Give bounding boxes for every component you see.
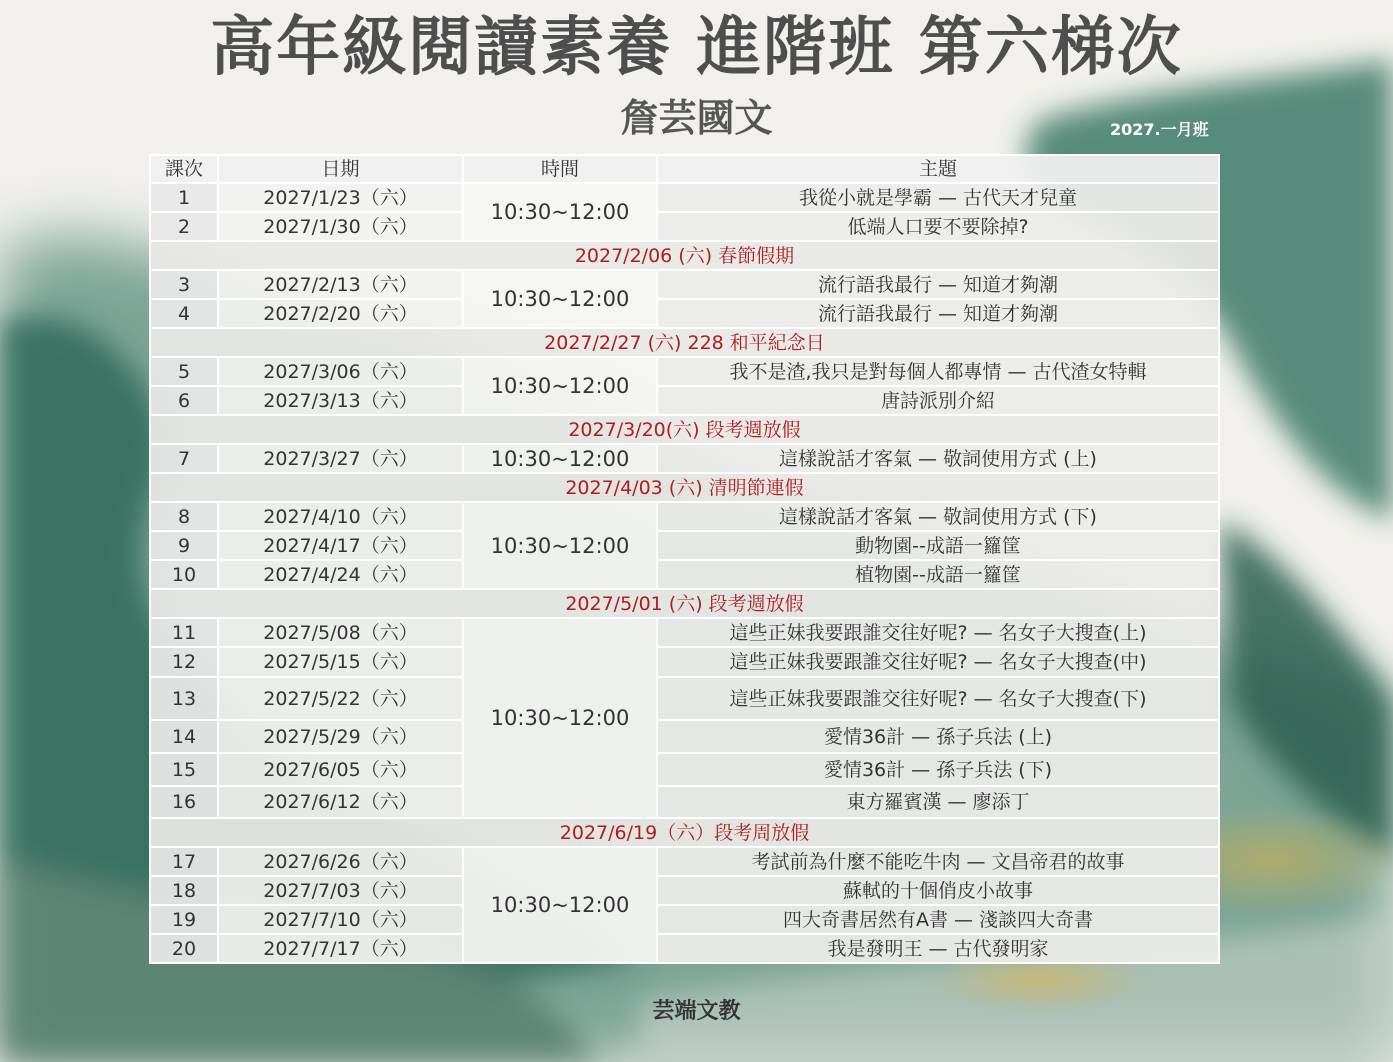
holiday-row — [150, 818, 1219, 847]
lesson-number: 1 — [150, 183, 218, 212]
lesson-date: 2027/1/30（六） — [218, 212, 463, 241]
holiday-row — [150, 473, 1219, 502]
lesson-topic: 流行語我最行 — 知道才夠潮 — [657, 299, 1219, 328]
lesson-row — [150, 720, 1219, 753]
lesson-row — [150, 212, 1219, 241]
lesson-date: 2027/2/20（六） — [218, 299, 463, 328]
lesson-row — [150, 847, 1219, 876]
lesson-date: 2027/2/13（六） — [218, 270, 463, 299]
lesson-number: 17 — [150, 847, 218, 876]
lesson-date: 2027/5/22（六） — [218, 677, 463, 720]
lesson-number: 7 — [150, 444, 218, 473]
lesson-topic: 這樣說話才客氣 — 敬詞使用方式 (下) — [657, 502, 1219, 531]
lesson-row — [150, 786, 1219, 818]
lesson-date: 2027/6/12（六） — [218, 786, 463, 818]
lesson-number: 14 — [150, 720, 218, 753]
header-lesson-number: 課次 — [150, 155, 218, 183]
lesson-number: 20 — [150, 934, 218, 963]
lesson-topic: 低端人口要不要除掉? — [657, 212, 1219, 241]
lesson-date: 2027/3/06（六） — [218, 357, 463, 386]
lesson-date: 2027/5/29（六） — [218, 720, 463, 753]
lesson-row — [150, 531, 1219, 560]
lesson-topic: 流行語我最行 — 知道才夠潮 — [657, 270, 1219, 299]
lesson-number: 3 — [150, 270, 218, 299]
lesson-number: 6 — [150, 386, 218, 415]
header-topic: 主題 — [657, 155, 1219, 183]
lesson-number: 16 — [150, 786, 218, 818]
lesson-topic: 愛情36計 — 孫子兵法 (上) — [657, 720, 1219, 753]
lesson-time: 10:30~12:00 — [463, 618, 657, 818]
lesson-row — [150, 560, 1219, 589]
lesson-number: 4 — [150, 299, 218, 328]
lesson-number: 11 — [150, 618, 218, 647]
schedule-table — [149, 154, 1220, 964]
lesson-date: 2027/7/10（六） — [218, 905, 463, 934]
lesson-row — [150, 618, 1219, 647]
lesson-time: 10:30~12:00 — [463, 183, 657, 241]
lesson-topic: 植物園--成語一籮筐 — [657, 560, 1219, 589]
lesson-row — [150, 386, 1219, 415]
session-label: 2027.一月班 — [1110, 120, 1209, 139]
lesson-number: 15 — [150, 753, 218, 786]
lesson-time: 10:30~12:00 — [463, 847, 657, 963]
lesson-row — [150, 647, 1219, 677]
lesson-number: 5 — [150, 357, 218, 386]
lesson-row — [150, 876, 1219, 905]
holiday-notice: 2027/2/06 (六) 春節假期 — [150, 241, 1219, 270]
lesson-date: 2027/6/05（六） — [218, 753, 463, 786]
lesson-date: 2027/4/10（六） — [218, 502, 463, 531]
lesson-topic: 東方羅賓漢 — 廖添丁 — [657, 786, 1219, 818]
lesson-number: 2 — [150, 212, 218, 241]
footer-brand: 芸端文教 — [652, 998, 741, 1024]
holiday-notice: 2027/5/01 (六) 段考週放假 — [150, 589, 1219, 618]
lesson-row — [150, 183, 1219, 212]
lesson-topic: 蘇軾的十個俏皮小故事 — [657, 876, 1219, 905]
lesson-number: 10 — [150, 560, 218, 589]
lesson-time: 10:30~12:00 — [463, 444, 657, 473]
lesson-date: 2027/1/23（六） — [218, 183, 463, 212]
lesson-row — [150, 357, 1219, 386]
lesson-topic: 這樣說話才客氣 — 敬詞使用方式 (上) — [657, 444, 1219, 473]
lesson-topic: 愛情36計 — 孫子兵法 (下) — [657, 753, 1219, 786]
table-header-row — [150, 155, 1219, 183]
lesson-topic: 這些正妹我要跟誰交往好呢? — 名女子大搜查(中) — [657, 647, 1219, 677]
lesson-row — [150, 677, 1219, 720]
lesson-row — [150, 905, 1219, 934]
lesson-topic: 這些正妹我要跟誰交往好呢? — 名女子大搜查(上) — [657, 618, 1219, 647]
holiday-notice: 2027/6/19（六）段考周放假 — [150, 818, 1219, 847]
header-date: 日期 — [218, 155, 463, 183]
lesson-topic: 唐詩派別介紹 — [657, 386, 1219, 415]
lesson-date: 2027/4/17（六） — [218, 531, 463, 560]
holiday-row — [150, 328, 1219, 357]
lesson-number: 13 — [150, 677, 218, 720]
holiday-row — [150, 415, 1219, 444]
lesson-topic: 動物園--成語一籮筐 — [657, 531, 1219, 560]
lesson-number: 9 — [150, 531, 218, 560]
holiday-notice: 2027/4/03 (六) 清明節連假 — [150, 473, 1219, 502]
lesson-row — [150, 753, 1219, 786]
lesson-topic: 考試前為什麼不能吃牛肉 — 文昌帝君的故事 — [657, 847, 1219, 876]
lesson-date: 2027/5/08（六） — [218, 618, 463, 647]
lesson-date: 2027/3/27（六） — [218, 444, 463, 473]
lesson-topic: 四大奇書居然有A書 — 淺談四大奇書 — [657, 905, 1219, 934]
lesson-time: 10:30~12:00 — [463, 357, 657, 415]
holiday-row — [150, 241, 1219, 270]
lesson-topic: 我不是渣,我只是對每個人都專情 — 古代渣女特輯 — [657, 357, 1219, 386]
holiday-notice: 2027/2/27 (六) 228 和平紀念日 — [150, 328, 1219, 357]
lesson-row — [150, 270, 1219, 299]
lesson-row — [150, 299, 1219, 328]
lesson-row — [150, 444, 1219, 473]
lesson-time: 10:30~12:00 — [463, 502, 657, 589]
lesson-topic: 這些正妹我要跟誰交往好呢? — 名女子大搜查(下) — [657, 677, 1219, 720]
header-time: 時間 — [463, 155, 657, 183]
lesson-date: 2027/5/15（六） — [218, 647, 463, 677]
lesson-topic: 我從小就是學霸 — 古代天才兒童 — [657, 183, 1219, 212]
lesson-row — [150, 934, 1219, 963]
lesson-date: 2027/6/26（六） — [218, 847, 463, 876]
lesson-number: 18 — [150, 876, 218, 905]
lesson-number: 8 — [150, 502, 218, 531]
holiday-row — [150, 589, 1219, 618]
lesson-number: 19 — [150, 905, 218, 934]
page-title: 高年級閱讀素養 進階班 第六梯次 — [210, 10, 1183, 85]
lesson-topic: 我是發明王 — 古代發明家 — [657, 934, 1219, 963]
lesson-date: 2027/4/24（六） — [218, 560, 463, 589]
lesson-date: 2027/3/13（六） — [218, 386, 463, 415]
lesson-date: 2027/7/17（六） — [218, 934, 463, 963]
lesson-number: 12 — [150, 647, 218, 677]
lesson-time: 10:30~12:00 — [463, 270, 657, 328]
lesson-date: 2027/7/03（六） — [218, 876, 463, 905]
schedule-body — [150, 183, 1219, 963]
teacher-name: 詹芸國文 — [620, 95, 773, 140]
holiday-notice: 2027/3/20(六) 段考週放假 — [150, 415, 1219, 444]
lesson-row — [150, 502, 1219, 531]
